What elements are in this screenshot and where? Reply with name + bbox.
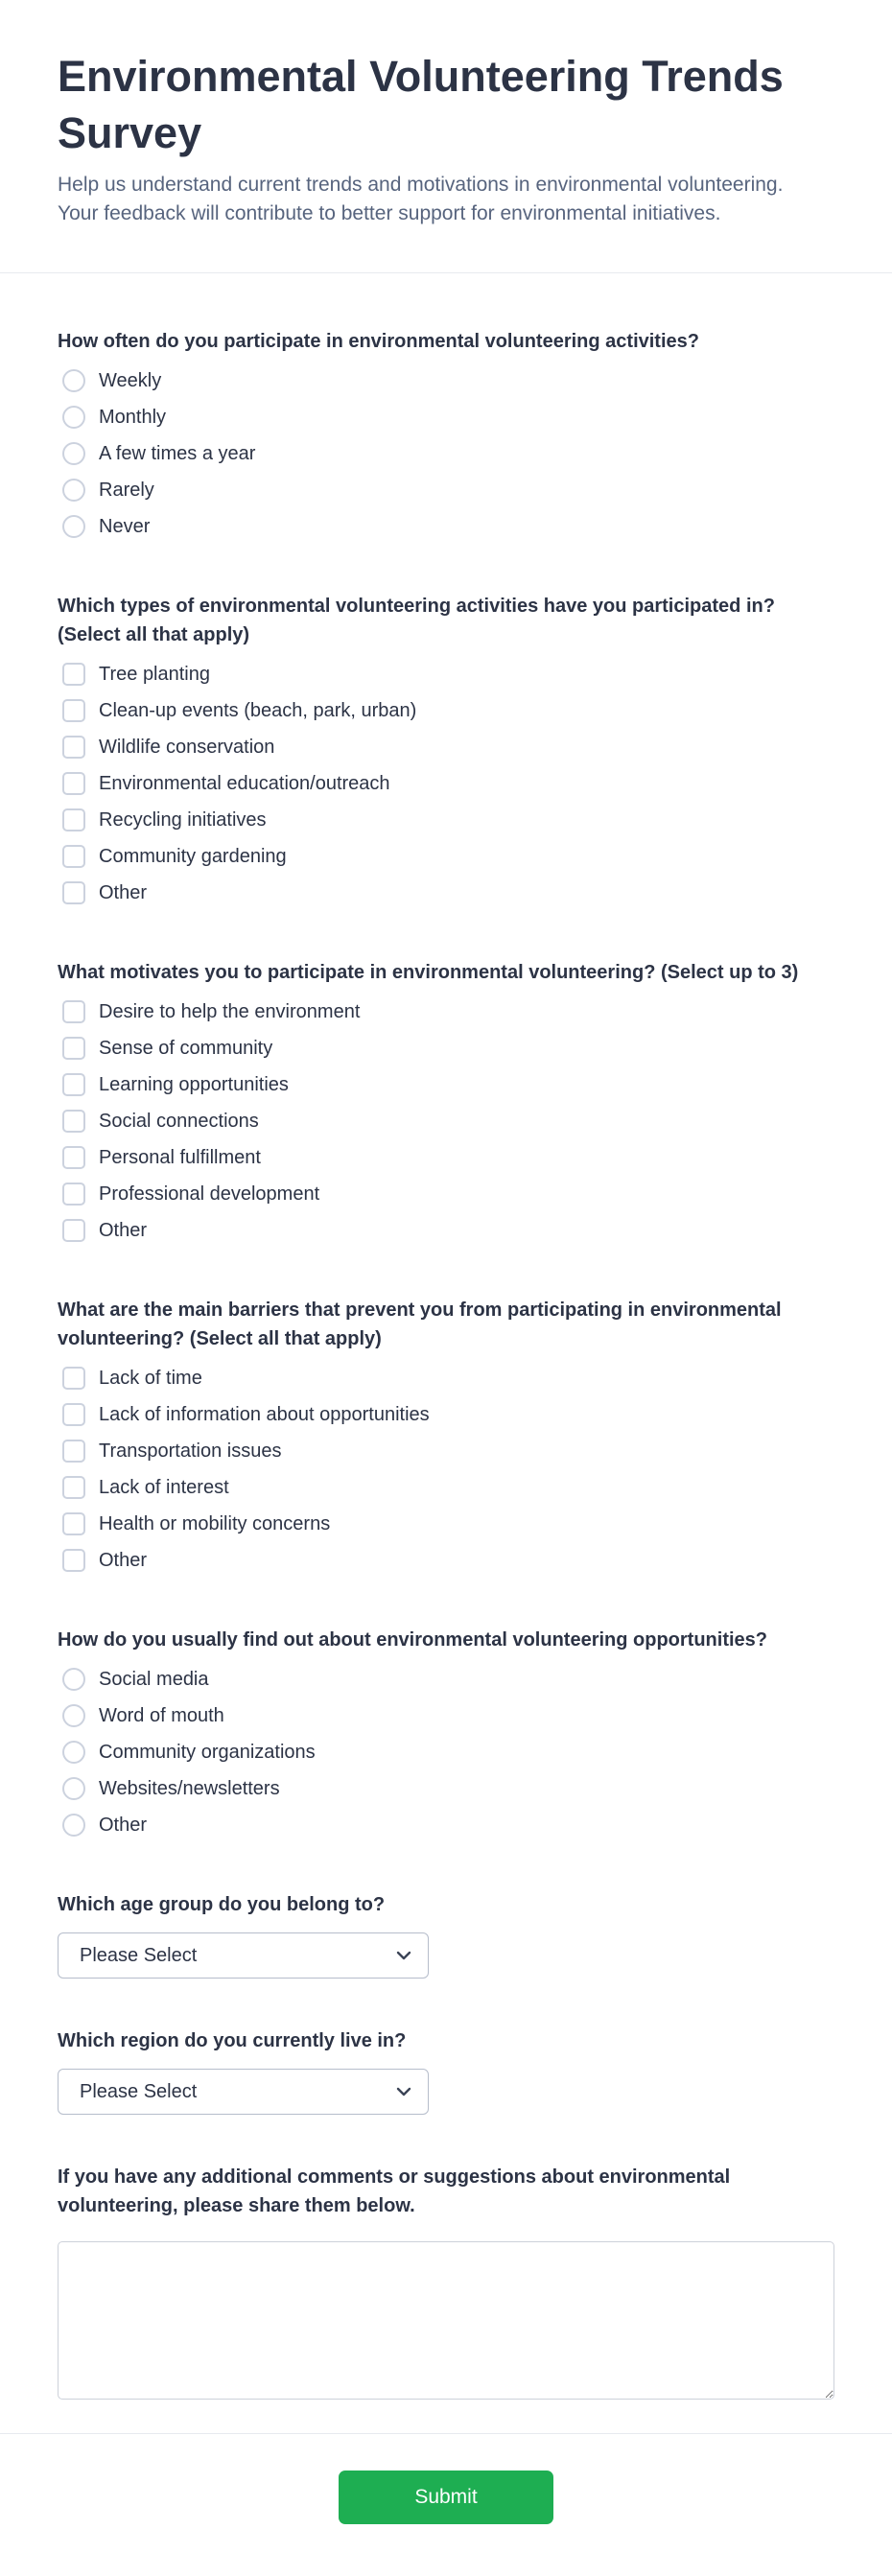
checkbox-box[interactable] xyxy=(62,1549,85,1572)
form-footer xyxy=(0,2433,892,2576)
radio-circle[interactable] xyxy=(62,1741,85,1764)
question-activity-types xyxy=(58,592,834,904)
checkbox-option[interactable] xyxy=(58,1073,289,1096)
radio-circle[interactable] xyxy=(62,479,85,502)
checkbox-option-label: Sense of community xyxy=(99,1038,273,1059)
checkbox-box[interactable] xyxy=(62,1146,85,1169)
radio-option-label: Weekly xyxy=(99,370,162,391)
checkbox-option[interactable] xyxy=(58,1367,202,1390)
radio-circle[interactable] xyxy=(62,1668,85,1691)
region-select[interactable] xyxy=(58,2069,429,2115)
checkbox-box[interactable] xyxy=(62,1476,85,1499)
question-frequency xyxy=(58,327,834,538)
question-label: What are the main barriers that prevent you from participating in environmental volunteering? (Select all that apply) xyxy=(58,1300,782,1349)
select-value: Please Select xyxy=(80,1944,198,1966)
radio-option[interactable] xyxy=(58,1668,209,1691)
checkbox-option[interactable] xyxy=(58,881,147,904)
checkbox-box[interactable] xyxy=(62,1440,85,1463)
checkbox-option[interactable] xyxy=(58,1476,229,1499)
radio-option-label: Monthly xyxy=(99,407,167,428)
checkbox-option[interactable] xyxy=(58,845,287,868)
checkbox-option[interactable] xyxy=(58,663,210,686)
form-title: Environmental Volunteering Trends Survey xyxy=(58,52,784,157)
checkbox-option-label: Other xyxy=(99,882,148,903)
checkbox-option[interactable] xyxy=(58,808,267,831)
checkbox-box[interactable] xyxy=(62,1073,85,1096)
comments-textarea[interactable] xyxy=(58,2241,834,2400)
radio-circle[interactable] xyxy=(62,1814,85,1837)
question-label: Which region do you currently live in? xyxy=(58,2030,407,2051)
radio-circle[interactable] xyxy=(62,406,85,429)
checkbox-option-label: Transportation issues xyxy=(99,1440,282,1462)
checkbox-option-label: Wildlife conservation xyxy=(99,737,275,758)
form-header xyxy=(0,0,892,272)
checkbox-box[interactable] xyxy=(62,1512,85,1535)
radio-option[interactable] xyxy=(58,1741,316,1764)
radio-option-label: Word of mouth xyxy=(99,1705,224,1726)
radio-circle[interactable] xyxy=(62,1777,85,1800)
checkbox-box[interactable] xyxy=(62,1037,85,1060)
checkbox-option[interactable] xyxy=(58,1000,360,1023)
checkbox-option-label: Social connections xyxy=(99,1111,259,1132)
checkbox-option-label: Lack of information about opportunities xyxy=(99,1404,430,1425)
checkbox-box[interactable] xyxy=(62,1110,85,1133)
checkbox-option-label: Health or mobility concerns xyxy=(99,1513,331,1534)
radio-option-label: Community organizations xyxy=(99,1742,316,1763)
checkbox-option-label: Professional development xyxy=(99,1183,320,1205)
chevron-down-icon xyxy=(396,2087,411,2096)
submit-button[interactable]: Submit xyxy=(339,2471,553,2524)
checkbox-box[interactable] xyxy=(62,808,85,831)
radio-option-label: Websites/newsletters xyxy=(99,1778,280,1799)
question-discovery xyxy=(58,1626,834,1837)
age-group-select[interactable] xyxy=(58,1932,429,1979)
form-subtitle-line: Help us understand current trends and motivations in environmental volunteering. xyxy=(58,174,784,196)
checkbox-option-label: Personal fulfillment xyxy=(99,1147,261,1168)
question-motivations xyxy=(58,958,834,1242)
checkbox-option-label: Learning opportunities xyxy=(99,1074,289,1095)
radio-option[interactable] xyxy=(58,369,161,392)
checkbox-box[interactable] xyxy=(62,736,85,759)
checkbox-option[interactable] xyxy=(58,1549,147,1572)
question-region xyxy=(58,2026,834,2115)
question-label: If you have any additional comments or suggestions about environmental volunteering, please share them below. xyxy=(58,2166,731,2216)
checkbox-option-label: Desire to help the environment xyxy=(99,1001,361,1022)
radio-option-label: Rarely xyxy=(99,480,154,501)
checkbox-option-label: Other xyxy=(99,1550,148,1571)
question-comments xyxy=(58,2163,834,2404)
checkbox-option[interactable] xyxy=(58,1110,259,1133)
form-body xyxy=(0,273,892,2433)
checkbox-box[interactable] xyxy=(62,663,85,686)
radio-option-label: Never xyxy=(99,516,151,537)
question-label: Which types of environmental volunteering activities have you participated in? (Select all that apply) xyxy=(58,596,775,645)
question-age-group xyxy=(58,1890,834,1979)
checkbox-option-label: Recycling initiatives xyxy=(99,809,267,831)
checkbox-box[interactable] xyxy=(62,772,85,795)
checkbox-box[interactable] xyxy=(62,1000,85,1023)
checkbox-option[interactable] xyxy=(58,1512,330,1535)
form-subtitle xyxy=(58,171,834,228)
select-value: Please Select xyxy=(80,2080,198,2102)
radio-circle[interactable] xyxy=(62,515,85,538)
checkbox-option-label: Clean-up events (beach, park, urban) xyxy=(99,700,417,721)
checkbox-option-label: Lack of time xyxy=(99,1368,202,1389)
radio-option[interactable] xyxy=(58,1704,224,1727)
radio-option-label: A few times a year xyxy=(99,443,256,464)
checkbox-option[interactable] xyxy=(58,1219,147,1242)
checkbox-box[interactable] xyxy=(62,699,85,722)
radio-circle[interactable] xyxy=(62,369,85,392)
checkbox-box[interactable] xyxy=(62,1403,85,1426)
checkbox-option[interactable] xyxy=(58,772,390,795)
radio-option-label: Other xyxy=(99,1815,148,1836)
checkbox-box[interactable] xyxy=(62,1367,85,1390)
question-label: Which age group do you belong to? xyxy=(58,1894,386,1915)
form-subtitle-line: Your feedback will contribute to better support for environmental initiatives. xyxy=(58,202,721,224)
radio-circle[interactable] xyxy=(62,442,85,465)
checkbox-box[interactable] xyxy=(62,881,85,904)
question-label: What motivates you to participate in environmental volunteering? (Select up to 3) xyxy=(58,962,799,983)
checkbox-option-label: Other xyxy=(99,1220,148,1241)
radio-option[interactable] xyxy=(58,406,166,429)
radio-option[interactable] xyxy=(58,479,154,502)
radio-circle[interactable] xyxy=(62,1704,85,1727)
checkbox-option[interactable] xyxy=(58,1440,281,1463)
radio-option[interactable] xyxy=(58,442,255,465)
question-label: How often do you participate in environmental volunteering activities? xyxy=(58,331,699,352)
radio-option[interactable] xyxy=(58,1814,147,1837)
checkbox-option[interactable] xyxy=(58,1183,319,1206)
checkbox-option[interactable] xyxy=(58,699,416,722)
checkbox-option[interactable] xyxy=(58,1146,261,1169)
checkbox-option-label: Lack of interest xyxy=(99,1477,229,1498)
checkbox-box[interactable] xyxy=(62,1219,85,1242)
checkbox-box[interactable] xyxy=(62,845,85,868)
checkbox-option[interactable] xyxy=(58,1037,272,1060)
question-barriers xyxy=(58,1296,834,1572)
checkbox-option[interactable] xyxy=(58,736,274,759)
checkbox-option-label: Tree planting xyxy=(99,664,210,685)
radio-option[interactable] xyxy=(58,1777,280,1800)
radio-option[interactable] xyxy=(58,515,150,538)
checkbox-option-label: Environmental education/outreach xyxy=(99,773,390,794)
checkbox-option[interactable] xyxy=(58,1403,430,1426)
checkbox-box[interactable] xyxy=(62,1183,85,1206)
question-label: How do you usually find out about environmental volunteering opportunities? xyxy=(58,1629,767,1651)
radio-option-label: Social media xyxy=(99,1669,209,1690)
checkbox-option-label: Community gardening xyxy=(99,846,287,867)
chevron-down-icon xyxy=(396,1951,411,1960)
